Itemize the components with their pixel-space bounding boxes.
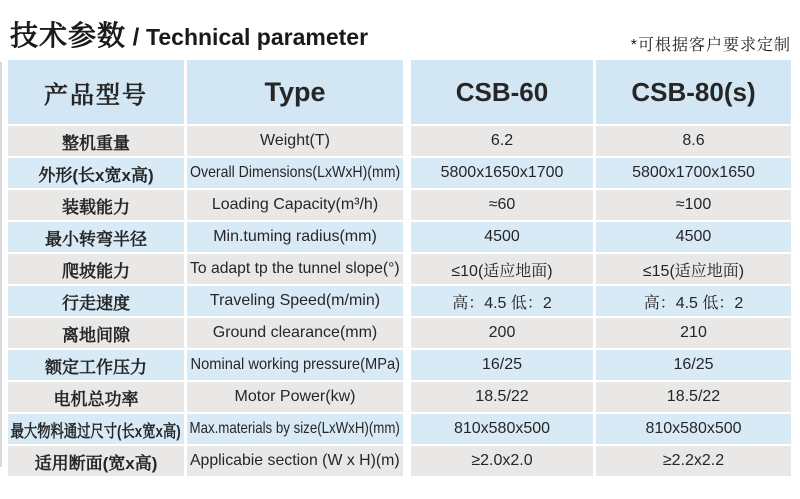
param-name-en bbox=[187, 126, 403, 156]
param-name-zh bbox=[8, 126, 184, 156]
param-name-en bbox=[187, 318, 403, 348]
value-csb80-text: 高：4.5 低：2 bbox=[643, 294, 744, 312]
param-name-zh bbox=[8, 318, 184, 348]
column-header-product-model bbox=[8, 60, 184, 124]
param-name-en-text: Applicabie section (W x H)(m) bbox=[190, 452, 400, 469]
column-header-csb80s bbox=[596, 60, 791, 124]
param-name-en bbox=[187, 446, 403, 476]
value-csb80-text: ≥2.2x2.2 bbox=[662, 452, 725, 469]
page-title bbox=[10, 14, 368, 54]
param-name-zh bbox=[8, 254, 184, 284]
left-edge-line bbox=[0, 62, 2, 467]
param-name-zh-text: 离地间隙 bbox=[62, 325, 130, 345]
value-csb60 bbox=[411, 382, 593, 412]
parameter-table bbox=[8, 60, 791, 478]
param-name-zh bbox=[8, 446, 184, 476]
param-name-en bbox=[187, 222, 403, 252]
table-body bbox=[8, 126, 791, 476]
value-csb60-text: ≥2.0x2.0 bbox=[471, 452, 533, 469]
table-row bbox=[8, 126, 791, 156]
param-name-en-text: Max.materials by size(LxWxH)(mm) bbox=[189, 420, 401, 437]
table-row bbox=[8, 446, 791, 476]
value-csb60 bbox=[411, 318, 593, 348]
param-name-zh bbox=[8, 350, 184, 380]
value-csb80 bbox=[596, 158, 791, 188]
param-name-en bbox=[187, 190, 403, 220]
param-name-en-text: Ground clearance(mm) bbox=[212, 324, 378, 341]
param-name-zh bbox=[8, 382, 184, 412]
param-name-zh-text: 额定工作压力 bbox=[45, 357, 147, 377]
value-csb80-text: 810x580x500 bbox=[645, 420, 742, 437]
value-csb60 bbox=[411, 414, 593, 444]
column-header-label: CSB-60 bbox=[455, 76, 549, 107]
param-name-en-text: Min.tuming radius(mm) bbox=[213, 228, 377, 245]
value-csb80 bbox=[596, 126, 791, 156]
table-row bbox=[8, 414, 791, 444]
value-csb80 bbox=[596, 414, 791, 444]
param-name-zh bbox=[8, 414, 184, 444]
param-name-en-text: Nominal working pressure(MPa) bbox=[190, 356, 400, 373]
param-name-en bbox=[187, 350, 403, 380]
column-header-csb60 bbox=[411, 60, 593, 124]
value-csb80 bbox=[596, 382, 791, 412]
table-row bbox=[8, 158, 791, 188]
customization-note: *可根据客户要求定制 bbox=[630, 37, 791, 54]
value-csb80 bbox=[596, 254, 791, 284]
param-name-zh-text: 适用断面(宽x高) bbox=[34, 453, 158, 473]
value-csb80-text: 5800x1700x1650 bbox=[632, 164, 755, 181]
value-csb60 bbox=[411, 254, 593, 284]
value-csb60-text: 16/25 bbox=[481, 356, 523, 373]
value-csb60 bbox=[411, 126, 593, 156]
param-name-zh bbox=[8, 190, 184, 220]
param-name-en-text: Loading Capacity(m³/h) bbox=[211, 196, 379, 213]
page-title-zh: 技术参数 bbox=[10, 20, 127, 51]
value-csb80 bbox=[596, 222, 791, 252]
param-name-en bbox=[187, 158, 403, 188]
table-row bbox=[8, 318, 791, 348]
value-csb80-text: 8.6 bbox=[682, 132, 705, 149]
value-csb60-text: 5800x1650x1700 bbox=[440, 164, 564, 181]
param-name-en-text: To adapt tp the tunnel slope(°) bbox=[190, 260, 400, 277]
value-csb80-text: ≈100 bbox=[675, 196, 712, 213]
value-csb80-text: 4500 bbox=[675, 228, 712, 245]
page-title-separator: / bbox=[126, 24, 147, 51]
value-csb80 bbox=[596, 286, 791, 316]
param-name-en-text: Overall Dimensions(LxWxH)(mm) bbox=[189, 164, 401, 181]
param-name-zh-text: 电机总功率 bbox=[53, 389, 139, 409]
column-header-label: CSB-80(s) bbox=[631, 76, 756, 107]
value-csb80-text: 16/25 bbox=[673, 356, 714, 373]
param-name-en-text: Motor Power(kw) bbox=[234, 388, 356, 405]
value-csb60-text: 200 bbox=[488, 324, 516, 341]
value-csb80 bbox=[596, 446, 791, 476]
column-header-label: 产品型号 bbox=[44, 81, 148, 109]
param-name-zh-text: 外形(长x宽x高) bbox=[38, 165, 154, 185]
page-title-en: Technical parameter bbox=[146, 24, 369, 50]
value-csb60 bbox=[411, 350, 593, 380]
param-name-zh-text: 整机重量 bbox=[62, 133, 130, 153]
param-name-zh-text: 爬坡能力 bbox=[62, 261, 130, 281]
param-name-zh-text: 最大物料通过尺寸(长x宽x高) bbox=[10, 421, 182, 441]
param-name-zh bbox=[8, 158, 184, 188]
value-csb60 bbox=[411, 158, 593, 188]
value-csb60 bbox=[411, 446, 593, 476]
value-csb60 bbox=[411, 190, 593, 220]
value-csb60 bbox=[411, 222, 593, 252]
value-csb60-text: ≤10(适应地面) bbox=[451, 262, 553, 280]
value-csb80 bbox=[596, 350, 791, 380]
value-csb60-text: 4500 bbox=[484, 228, 520, 245]
value-csb60 bbox=[411, 286, 593, 316]
param-name-en bbox=[187, 382, 403, 412]
value-csb60-text: 6.2 bbox=[490, 132, 514, 149]
param-name-en bbox=[187, 254, 403, 284]
table-row bbox=[8, 222, 791, 252]
value-csb60-text: ≈60 bbox=[488, 196, 516, 213]
value-csb60-text: 高：4.5 低：2 bbox=[452, 294, 552, 312]
column-header-type bbox=[187, 60, 403, 124]
column-header-label: Type bbox=[264, 76, 326, 107]
table-row bbox=[8, 350, 791, 380]
table-row bbox=[8, 286, 791, 316]
table-row bbox=[8, 190, 791, 220]
value-csb80 bbox=[596, 190, 791, 220]
param-name-zh bbox=[8, 286, 184, 316]
param-name-en bbox=[187, 414, 403, 444]
table-row bbox=[8, 254, 791, 284]
title-bar bbox=[0, 0, 800, 58]
param-name-zh bbox=[8, 222, 184, 252]
value-csb80-text: ≤15(适应地面) bbox=[642, 262, 745, 280]
value-csb80 bbox=[596, 318, 791, 348]
value-csb80-text: 210 bbox=[680, 324, 707, 341]
param-name-en-text: Traveling Speed(m/min) bbox=[209, 292, 381, 309]
value-csb60-text: 18.5/22 bbox=[475, 388, 529, 405]
table-row bbox=[8, 382, 791, 412]
param-name-zh-text: 最小转弯半径 bbox=[45, 229, 147, 249]
value-csb60-text: 810x580x500 bbox=[453, 420, 551, 437]
param-name-en bbox=[187, 286, 403, 316]
table-header-row bbox=[8, 60, 791, 124]
param-name-zh-text: 装载能力 bbox=[62, 197, 130, 217]
value-csb80-text: 18.5/22 bbox=[666, 388, 721, 405]
param-name-en-text: Weight(T) bbox=[260, 132, 330, 149]
param-name-zh-text: 行走速度 bbox=[62, 293, 130, 313]
